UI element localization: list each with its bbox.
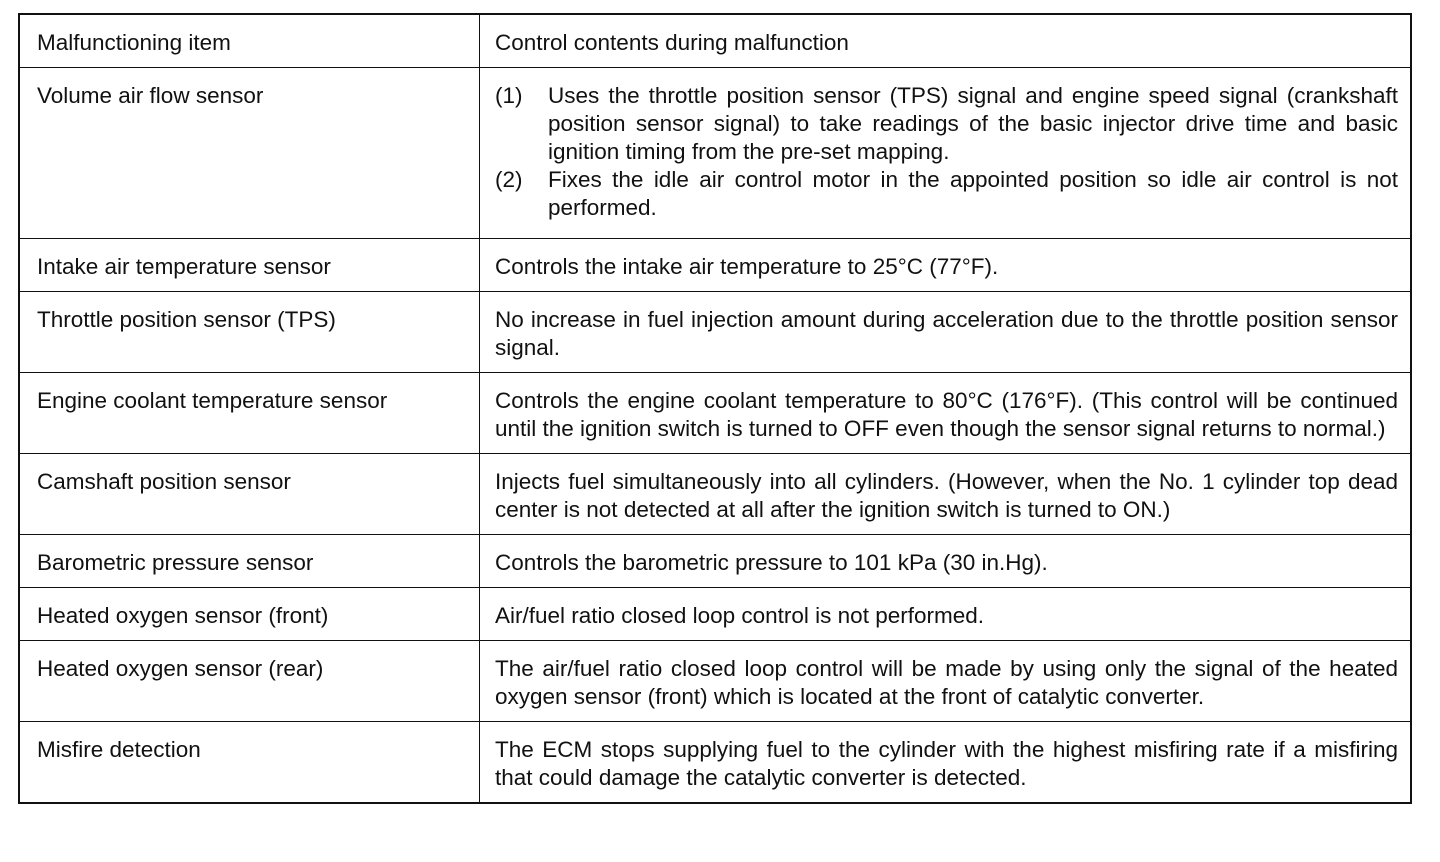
point-text: Fixes the idle air control motor in the appointed position so idle air control is not performed. bbox=[548, 167, 1398, 220]
point-number: (2) bbox=[495, 167, 523, 192]
item-cell: Misfire detection bbox=[19, 722, 480, 804]
control-cell: No increase in fuel injection amount during acceleration due to the throttle position sensor signal. bbox=[480, 292, 1412, 373]
item-cell: Camshaft position sensor bbox=[19, 454, 480, 535]
numbered-point bbox=[495, 82, 1398, 166]
table-row bbox=[19, 239, 1411, 292]
item-cell: Heated oxygen sensor (rear) bbox=[19, 641, 480, 722]
table-header-row bbox=[19, 14, 1411, 68]
item-cell: Barometric pressure sensor bbox=[19, 535, 480, 588]
control-cell bbox=[480, 68, 1412, 239]
control-cell: Controls the barometric pressure to 101 kPa (30 in.Hg). bbox=[480, 535, 1412, 588]
item-cell: Volume air flow sensor bbox=[19, 68, 480, 239]
numbered-point bbox=[495, 166, 1398, 222]
control-cell: Injects fuel simultaneously into all cylinders. (However, when the No. 1 cylinder top dead center is not detected at all after the ignition switch is turned to ON.) bbox=[480, 454, 1412, 535]
table-row bbox=[19, 373, 1411, 454]
table-row bbox=[19, 641, 1411, 722]
column-header-control-contents: Control contents during malfunction bbox=[480, 14, 1412, 68]
item-cell: Intake air temperature sensor bbox=[19, 239, 480, 292]
control-cell: Controls the engine coolant temperature to 80°C (176°F). (This control will be continued until the ignition switch is turned to OFF even though the sensor signal returns to normal.) bbox=[480, 373, 1412, 454]
table-row bbox=[19, 454, 1411, 535]
control-cell: Air/fuel ratio closed loop control is not performed. bbox=[480, 588, 1412, 641]
table-row bbox=[19, 68, 1411, 239]
item-cell: Heated oxygen sensor (front) bbox=[19, 588, 480, 641]
table-row bbox=[19, 292, 1411, 373]
control-cell: The ECM stops supplying fuel to the cylinder with the highest misfiring rate if a misfiring that could damage the catalytic converter is detected. bbox=[480, 722, 1412, 804]
control-cell: Controls the intake air temperature to 25°C (77°F). bbox=[480, 239, 1412, 292]
item-cell: Engine coolant temperature sensor bbox=[19, 373, 480, 454]
control-cell: The air/fuel ratio closed loop control will be made by using only the signal of the heated oxygen sensor (front) which is located at the front of catalytic converter. bbox=[480, 641, 1412, 722]
point-number: (1) bbox=[495, 83, 523, 108]
item-cell: Throttle position sensor (TPS) bbox=[19, 292, 480, 373]
table-row bbox=[19, 588, 1411, 641]
column-header-malfunctioning-item: Malfunctioning item bbox=[19, 14, 480, 68]
table-row bbox=[19, 535, 1411, 588]
point-text: Uses the throttle position sensor (TPS) signal and engine speed signal (crankshaft position sensor signal) to take readings of the basic injector drive time and basic ignition timing from the pre-set mapping. bbox=[548, 83, 1398, 164]
malfunction-control-table bbox=[18, 13, 1412, 804]
table-row bbox=[19, 722, 1411, 804]
